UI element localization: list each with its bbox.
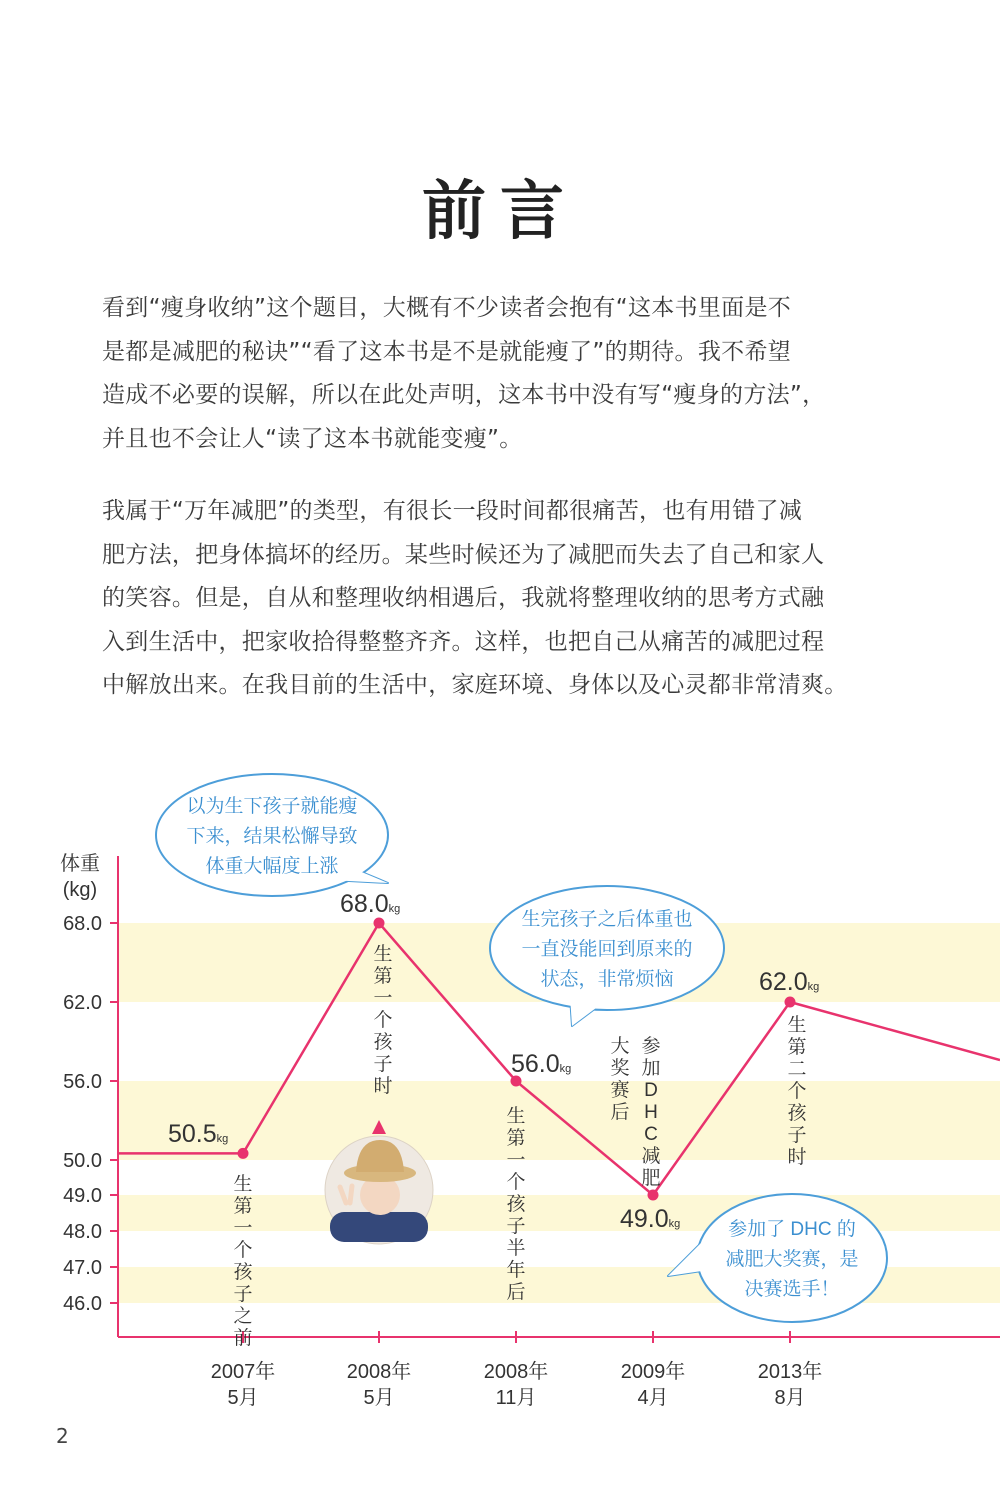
annotation-char: 后 [506, 1282, 526, 1303]
annotation-char: 孩 [787, 1103, 807, 1124]
y-axis-label: (kg) [62, 879, 98, 901]
annotation-char: 子 [787, 1125, 807, 1146]
annotation-char: 肥 [641, 1168, 661, 1189]
annotation-char: 个 [506, 1172, 526, 1193]
y-tick-label: 49.0 [63, 1185, 102, 1207]
y-tick-label: 48.0 [63, 1221, 102, 1243]
annotation-char: 生 [233, 1174, 253, 1195]
annotation-char: 子 [233, 1284, 253, 1305]
data-point [374, 918, 385, 929]
paragraph-line: 的笑容。但是，自从和整理收纳相遇后，我就将整理收纳的思考方式融 [102, 585, 825, 611]
y-tick-label: 46.0 [63, 1293, 102, 1315]
annotation-char: C [644, 1124, 658, 1145]
bubble-text: 以为生下孩子就能瘦 [186, 796, 358, 817]
data-label: 56.0kg [511, 1050, 572, 1078]
bubble-tail-cover [570, 996, 612, 1026]
annotation-char: 半 [506, 1238, 526, 1259]
annotation-char: 生 [506, 1106, 526, 1127]
bubble-text: 体重大幅度上涨 [205, 856, 339, 877]
annotation-char: 前 [233, 1328, 253, 1349]
annotation-char: 第 [506, 1128, 526, 1149]
bubble-text: 一直没能回到原来的 [521, 939, 693, 960]
annotation-char: 时 [373, 1076, 393, 1097]
x-tick-label: 5月 [363, 1387, 395, 1409]
annotation-char: 加 [641, 1058, 661, 1079]
x-tick-label: 2007年 [210, 1361, 276, 1383]
annotation-char: 生 [787, 1015, 807, 1036]
annotation-char: 个 [373, 1010, 393, 1031]
x-tick-label: 8月 [774, 1387, 806, 1409]
annotation-char: 一 [373, 988, 393, 1009]
annotation-char: H [644, 1102, 658, 1123]
annotation-char: 一 [233, 1218, 253, 1239]
point-annotation [787, 1014, 807, 1168]
annotation-char: 孩 [373, 1032, 393, 1053]
bubble-text: 状态，非常烦恼 [540, 969, 674, 990]
annotation-char: 子 [373, 1054, 393, 1075]
annotation-char: 赛 [610, 1080, 630, 1101]
annotation-char: 参 [641, 1036, 661, 1057]
chart-band [118, 1081, 1000, 1160]
paragraph-line: 看到“瘦身收纳”这个题目，大概有不少读者会抱有“这本书里面是不 [102, 295, 792, 321]
bubble-text: 减肥大奖赛，是 [725, 1249, 859, 1270]
point-annotation [610, 1035, 629, 1123]
annotation-char: 减 [641, 1146, 661, 1167]
annotation-char: 孩 [233, 1262, 253, 1283]
x-tick-label: 4月 [637, 1387, 669, 1409]
paragraph-line: 并且也不会让人“读了这本书就能变瘦”。 [102, 425, 523, 452]
x-tick-label: 11月 [495, 1387, 537, 1409]
bubble-text: 参加了 DHC 的 [728, 1219, 856, 1240]
annotation-char: 一 [506, 1150, 526, 1171]
annotation-char: 奖 [610, 1058, 630, 1079]
annotation-char: 大 [610, 1036, 630, 1057]
speech-bubble-1 [156, 774, 388, 896]
data-point [238, 1148, 249, 1159]
y-axis-label: 体重 [60, 853, 100, 875]
annotation-char: 个 [233, 1240, 253, 1261]
annotation-char: 二 [787, 1059, 807, 1080]
annotation-char: 孩 [506, 1194, 526, 1215]
annotation-char: 个 [787, 1081, 807, 1102]
annotation-char: 第 [233, 1196, 253, 1217]
x-tick-label: 5月 [227, 1387, 259, 1409]
speech-bubble-2 [490, 886, 724, 1026]
x-tick-label: 2009年 [620, 1361, 686, 1383]
point-annotation [373, 943, 393, 1097]
paragraph-line: 我属于“万年减肥”的类型，有很长一段时间都很痛苦，也有用错了减 [102, 498, 803, 524]
paragraph-line: 肥方法，把身体搞坏的经历。某些时候还为了减肥而失去了自己和家人 [102, 541, 825, 568]
annotation-char: 第 [787, 1037, 807, 1058]
y-tick-label: 62.0 [63, 992, 102, 1014]
x-tick-label: 2008年 [346, 1361, 412, 1383]
y-tick-label: 68.0 [63, 913, 102, 935]
avatar [325, 1136, 433, 1244]
paragraph-line: 是都是减肥的秘诀”“看了这本书是不是就能瘦了”的期待。我不希望 [102, 338, 792, 365]
bubble-text: 下来，结果松懈导致 [186, 826, 358, 847]
data-label: 50.5kg [168, 1120, 229, 1148]
data-label: 49.0kg [620, 1205, 681, 1233]
bubble-text: 生完孩子之后体重也 [521, 909, 693, 930]
y-tick-label: 56.0 [63, 1071, 102, 1093]
data-point [648, 1190, 659, 1201]
data-label: 62.0kg [759, 968, 820, 996]
annotation-char: 子 [506, 1216, 526, 1237]
page-number: 2 [56, 1424, 69, 1448]
paragraph-line: 中解放出来。在我目前的生活中，家庭环境、身体以及心灵都非常清爽。 [102, 672, 848, 698]
y-tick-label: 50.0 [63, 1150, 102, 1172]
annotation-char: 后 [610, 1102, 630, 1123]
point-annotation [506, 1105, 526, 1303]
bubble-text: 决赛选手！ [744, 1279, 840, 1300]
paragraph-line: 造成不必要的误解，所以在此处声明，这本书中没有写“瘦身的方法”， [102, 382, 826, 408]
data-point [785, 997, 796, 1008]
annotation-char: 之 [233, 1306, 253, 1327]
x-tick-label: 2013年 [757, 1361, 823, 1383]
annotation-char: 时 [787, 1147, 807, 1168]
data-label: 68.0kg [340, 890, 401, 918]
annotation-char: D [644, 1080, 658, 1101]
annotation-char: 第 [373, 966, 393, 987]
y-tick-label: 47.0 [63, 1257, 102, 1279]
annotation-char: 年 [506, 1260, 526, 1281]
point-annotation [641, 1035, 660, 1189]
avatar-shirt [330, 1212, 428, 1242]
paragraph-line: 入到生活中，把家收拾得整整齐齐。这样，也把自己从痛苦的减肥过程 [102, 628, 825, 655]
page-title: 前言 [422, 174, 578, 249]
point-annotation [233, 1173, 253, 1349]
annotation-char: 生 [373, 944, 393, 965]
x-tick-label: 2008年 [483, 1361, 549, 1383]
